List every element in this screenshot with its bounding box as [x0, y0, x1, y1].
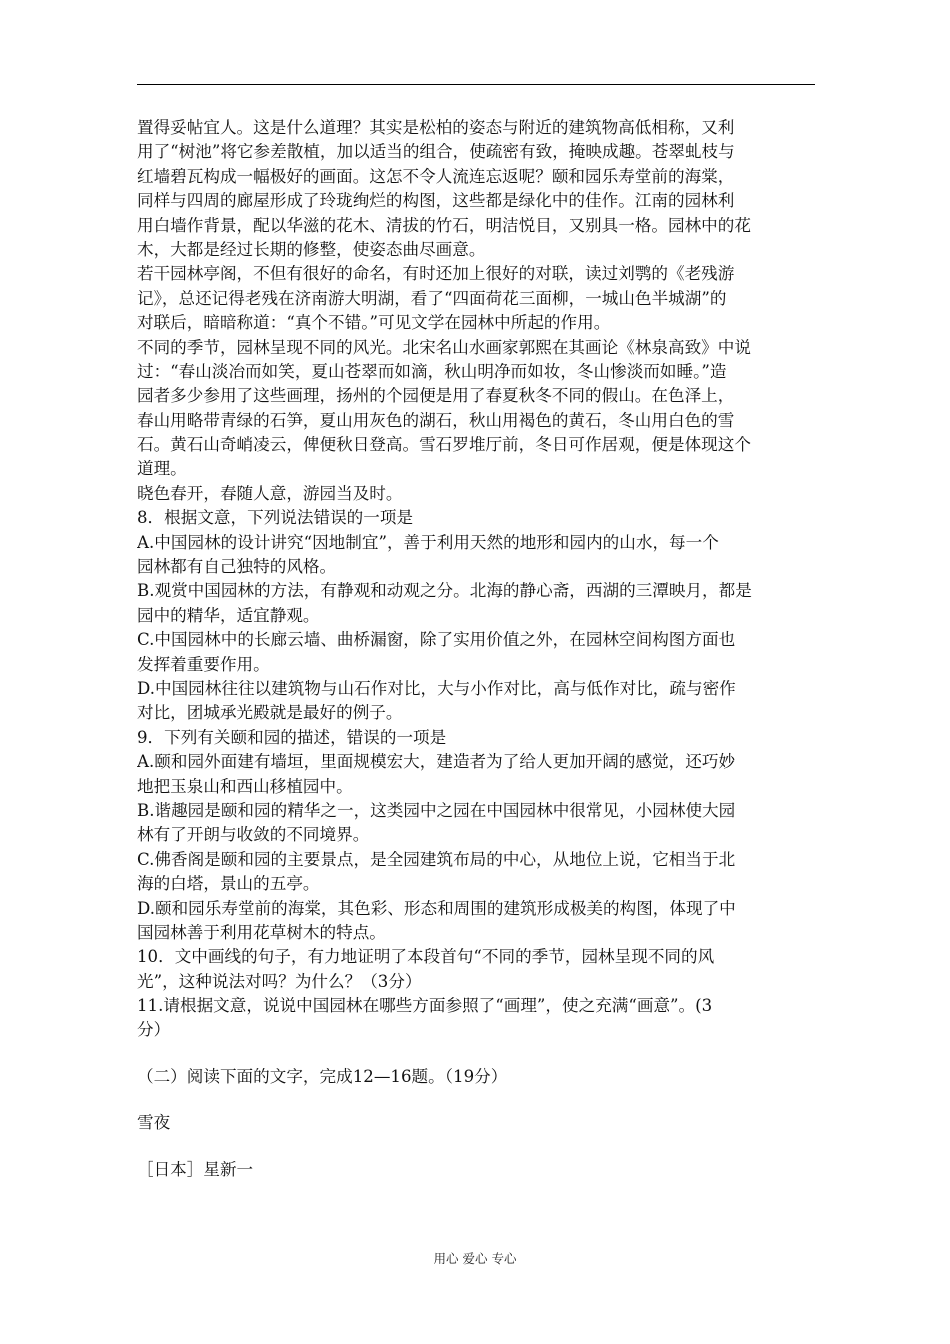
story-title: 雪夜	[137, 1113, 171, 1133]
text-line: 用白墙作背景，配以华滋的花木、清拔的竹石，明洁悦目，又别具一格。园林中的花	[137, 215, 751, 235]
text-line: 不同的季节，园林呈现不同的风光。北宋名山水画家郭熙在其画论《林泉高致》中说	[137, 337, 751, 357]
text-line: 9．下列有关颐和园的描述，错误的一项是	[137, 727, 447, 747]
text-line: B.观赏中国园林的方法，有静观和动观之分。北海的静心斋，西湖的三潭映月，都是	[137, 581, 752, 601]
header-rule	[137, 84, 815, 85]
text-line: 光”，这种说法对吗？为什么？（3分）	[137, 971, 422, 991]
text-line: 10．文中画线的句子，有力地证明了本段首句“不同的季节，园林呈现不同的风	[137, 947, 715, 967]
text-line: 园中的精华，适宜静观。	[137, 605, 320, 625]
text-line: 海的白塔，景山的五亭。	[137, 874, 320, 894]
section-heading: （二）阅读下面的文字，完成12—16题。（19分）	[137, 1066, 508, 1086]
text-line: D.颐和园乐寿堂前的海棠，其色彩、形态和周围的建筑形成极美的构图，体现了中	[137, 898, 736, 918]
text-line: 春山用略带青绿的石笋，夏山用灰色的湖石，秋山用褐色的黄石，冬山用白色的雪	[137, 410, 735, 430]
text-line: 若干园林亭阁，不但有很好的命名，有时还加上很好的对联，读过刘鹗的《老残游	[137, 264, 735, 284]
text-line: 8．根据文意，下列说法错误的一项是	[137, 508, 414, 528]
text-line: 同样与四周的廊屋形成了玲珑绚烂的构图，这些都是绿化中的佳作。江南的园林利	[137, 191, 735, 211]
author-line: ［日本］星新一	[137, 1159, 254, 1179]
page-footer: 用心 爱心 专心	[433, 1251, 517, 1266]
text-line: 木，大都是经过长期的修整，使姿态曲尽画意。	[137, 239, 486, 259]
text-line: 置得妥帖宜人。这是什么道理？其实是松柏的姿态与附近的建筑物高低相称，又利	[137, 118, 735, 137]
text-line: 记》，总还记得老残在济南游大明湖，看了“四面荷花三面柳，一城山色半城湖”的	[137, 288, 727, 308]
text-line: 林有了开朗与收敛的不同境界。	[137, 825, 370, 845]
text-line: 对联后，暗暗称道：“真个不错。”可见文学在园林中所起的作用。	[137, 313, 611, 333]
text-line: 过：“春山淡冶而如笑，夏山苍翠而如滴，秋山明净而如妆，冬山惨淡而如睡。”造	[137, 361, 727, 381]
text-line: 园者多少参用了这些画理，扬州的个园便是用了春夏秋冬不同的假山。在色泽上，	[137, 386, 735, 406]
text-line: 红墙碧瓦构成一幅极好的画面。这怎不令人流连忘返呢？颐和园乐寿堂前的海棠，	[137, 166, 735, 186]
text-line: 道理。	[137, 459, 187, 479]
text-line: 用了“树池”将它参差散植，加以适当的组合，使疏密有致，掩映成趣。苍翠虬枝与	[137, 142, 735, 162]
text-line: C.中国园林中的长廊云墙、曲桥漏窗，除了实用价值之外，在园林空间构图方面也	[137, 630, 736, 650]
text-line: 国园林善于利用花草树木的特点。	[137, 922, 386, 942]
text-line: 地把玉泉山和西山移植园中。	[137, 776, 353, 796]
text-line: A.颐和园外面建有墙垣，里面规模宏大，建造者为了给人更加开阔的感觉，还巧妙	[137, 752, 736, 772]
text-line: 11.请根据文意，说说中国园林在哪些方面参照了“画理”，使之充满“画意”。(3	[137, 996, 713, 1016]
text-line: B.谐趣园是颐和园的精华之一，这类园中之园在中国园林中很常见，小园林使大园	[137, 800, 736, 820]
text-line: 晓色春开，春随人意，游园当及时。	[137, 483, 403, 503]
text-line: 分）	[137, 1020, 171, 1040]
text-line: 石。黄石山奇峭凌云，俾便秋日登高。雪石罗堆厅前，冬日可作居观，便是体现这个	[137, 435, 751, 455]
text-line: 发挥着重要作用。	[137, 654, 270, 674]
text-line: 园林都有自己独特的风格。	[137, 557, 337, 577]
text-line: D.中国园林往往以建筑物与山石作对比，大与小作对比，高与低作对比，疏与密作	[137, 678, 736, 698]
body-text	[137, 116, 815, 1043]
text-line: C.佛香阁是颐和园的主要景点，是全园建筑布局的中心，从地位上说，它相当于北	[137, 849, 736, 869]
text-line: A.中国园林的设计讲究“因地制宜”，善于利用天然的地形和园内的山水，每一个	[137, 532, 719, 552]
document-body	[137, 116, 815, 1182]
text-line: 对比，团城承光殿就是最好的例子。	[137, 703, 403, 723]
